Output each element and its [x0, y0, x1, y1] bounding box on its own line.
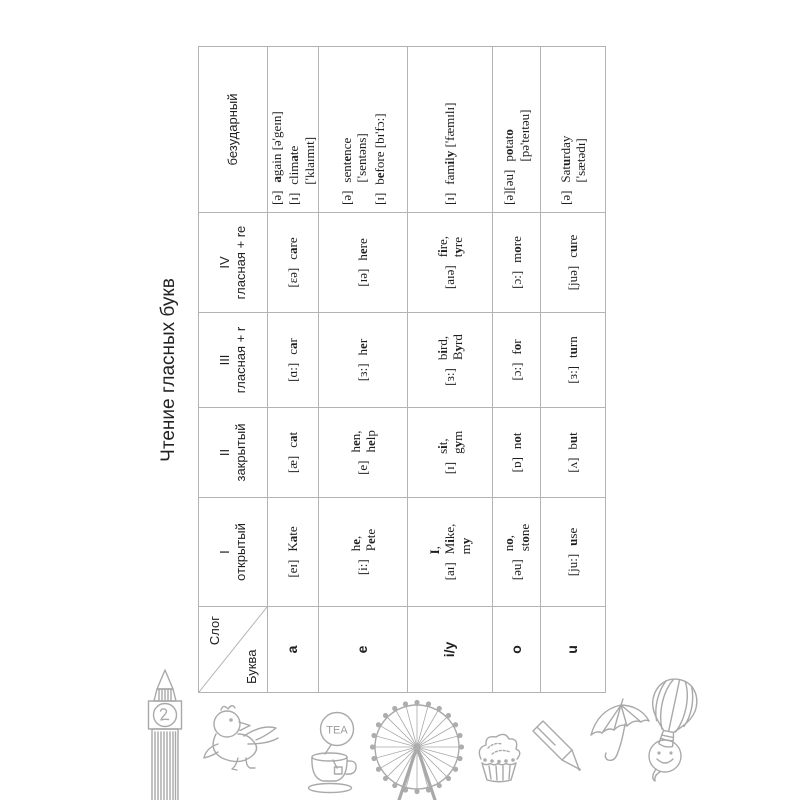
page-title: Чтение гласных букв	[158, 278, 179, 462]
example-words: not	[508, 432, 524, 450]
phonetic: [ɪ]	[371, 192, 387, 205]
phonetic: [ɔ:]	[508, 270, 524, 289]
example-words: Kate	[285, 526, 301, 552]
bird-doodle	[202, 700, 290, 775]
data-cell	[493, 498, 541, 607]
data-cell	[319, 47, 408, 213]
col-header-numeral: IV	[217, 256, 232, 269]
col-header-label: открытый	[233, 523, 248, 581]
letter-cell: e	[319, 607, 408, 693]
example-words: ['klaɪmɪt]	[301, 136, 317, 185]
ferris-wheel-doodle	[362, 700, 472, 800]
example-words: hen,	[347, 430, 363, 453]
data-cell	[541, 408, 606, 498]
phonetic: [ɔ:]	[508, 362, 524, 381]
data-cell	[408, 47, 493, 213]
letter-cell: o	[493, 607, 541, 693]
tea-cup-doodle	[296, 710, 370, 796]
data-cell	[268, 213, 319, 313]
letter-cell: a	[268, 607, 319, 693]
example-words: sit,	[434, 438, 450, 454]
tea-label: TEA	[326, 724, 348, 737]
example-words: Pete	[363, 528, 378, 552]
example-words: sentence	[338, 137, 354, 183]
example-words: use	[565, 527, 581, 546]
example-words: tyre	[450, 237, 465, 258]
phonetic: [i:]	[355, 559, 371, 576]
example-words: cat	[285, 431, 301, 448]
corner-top-label: Слог	[207, 616, 222, 646]
example-words: my	[457, 537, 473, 555]
col-header	[199, 213, 268, 313]
example-words: car	[285, 338, 301, 355]
col-header-label: гласная + r	[233, 326, 248, 394]
col-header-numeral: II	[217, 448, 232, 457]
phonetic: [eɪ]	[285, 559, 301, 578]
cupcake-doodle	[472, 728, 526, 782]
big-ben-doodle	[134, 668, 196, 800]
example-words: before [bɪ'fɔ:]	[371, 113, 387, 185]
example-words: fire,	[434, 235, 450, 258]
data-cell	[541, 213, 606, 313]
data-cell	[541, 498, 606, 607]
data-cell	[408, 313, 493, 408]
example-words: care	[285, 237, 301, 260]
example-words: [pə'teɪtəu]	[516, 109, 532, 162]
example-words: her	[355, 338, 371, 356]
data-cell	[493, 213, 541, 313]
phonetic: [ɛə]	[285, 267, 301, 288]
example-words: but	[565, 432, 581, 450]
phonetic: [ʌ]	[565, 457, 581, 473]
example-words: help	[363, 430, 378, 453]
phonetic: [ə]	[557, 190, 573, 205]
data-cell	[319, 408, 408, 498]
col-header	[199, 313, 268, 408]
example-words: ['sætədɪ]	[573, 138, 588, 183]
phonetic: [aɪə]	[442, 265, 458, 290]
col-header	[199, 408, 268, 498]
phonetic: [ju:]	[565, 553, 581, 577]
data-cell	[408, 408, 493, 498]
data-cell	[541, 313, 606, 408]
example-words: cure	[565, 234, 581, 258]
col-header	[199, 498, 268, 607]
example-words: family ['fæmɪlɪ]	[442, 102, 458, 185]
data-cell	[319, 313, 408, 408]
corner-header-cell	[199, 607, 268, 693]
example-words: turn	[565, 336, 581, 358]
example-words: Byrd	[450, 334, 465, 361]
example-words: he,	[347, 535, 363, 552]
rotated-sheet	[153, 47, 606, 693]
example-words: Saturday	[557, 135, 573, 183]
example-words: stone	[516, 523, 532, 552]
phonetic: [ɪə]	[355, 268, 371, 287]
col-header	[199, 47, 268, 213]
col-header-numeral: I	[217, 550, 232, 554]
phonetic: [ə]	[338, 190, 354, 205]
data-cell	[408, 213, 493, 313]
phonetic: [juə]	[565, 265, 581, 291]
data-cell	[408, 498, 493, 607]
phonetic: [ɪ]	[286, 192, 302, 205]
example-words: potato	[501, 129, 516, 162]
example-words: here	[355, 238, 371, 261]
phonetic: [ɜ:]	[565, 365, 581, 384]
col-header-label: закрытый	[233, 423, 248, 482]
example-words: I,	[426, 546, 442, 555]
phonetic: [ɒ]	[508, 457, 524, 473]
example-words: ['sentəns]	[354, 133, 370, 183]
phonetic: [ɑ:]	[285, 362, 301, 382]
example-words: gym	[450, 430, 465, 454]
col-header-label: безударный	[225, 93, 240, 166]
example-words: Mike,	[442, 523, 458, 555]
corner-bottom-label: Буква	[243, 649, 259, 684]
data-cell	[319, 213, 408, 313]
phonetic: [æ]	[285, 455, 301, 474]
phonetic: [aɪ]	[442, 562, 458, 581]
phonetic: [e]	[355, 460, 371, 475]
example-words: climate	[286, 145, 302, 185]
data-cell	[319, 498, 408, 607]
phonetic: [ə]	[268, 190, 284, 205]
example-words: no,	[501, 535, 516, 552]
phonetic: [ɪ]	[442, 192, 458, 205]
col-header-numeral: III	[217, 354, 232, 366]
pen-doodle	[522, 712, 586, 776]
data-cell	[268, 498, 319, 607]
example-words: bird,	[434, 335, 450, 361]
phonetic: [əu]	[508, 559, 524, 581]
data-cell	[493, 47, 541, 213]
data-cell	[268, 313, 319, 408]
data-cell	[493, 313, 541, 408]
smiley-bubble-doodle	[642, 736, 688, 786]
data-cell	[268, 47, 319, 213]
letter-cell: i/y	[408, 607, 493, 693]
col-header-label: гласная + re	[233, 225, 248, 300]
example-words: more	[508, 236, 524, 263]
example-words: again [ə'geɪn]	[268, 111, 284, 183]
phonetic: [ɜ:]	[355, 363, 371, 382]
phonetic: [ɪ]	[442, 461, 458, 475]
phonetic: [ɜ:]	[442, 368, 458, 386]
data-cell	[541, 47, 606, 213]
data-cell	[493, 408, 541, 498]
phonetic: [ə][əu]	[501, 169, 516, 205]
letter-cell: u	[541, 607, 606, 693]
example-words: for	[508, 339, 524, 355]
vowel-reading-table	[198, 46, 606, 693]
data-cell	[268, 408, 319, 498]
